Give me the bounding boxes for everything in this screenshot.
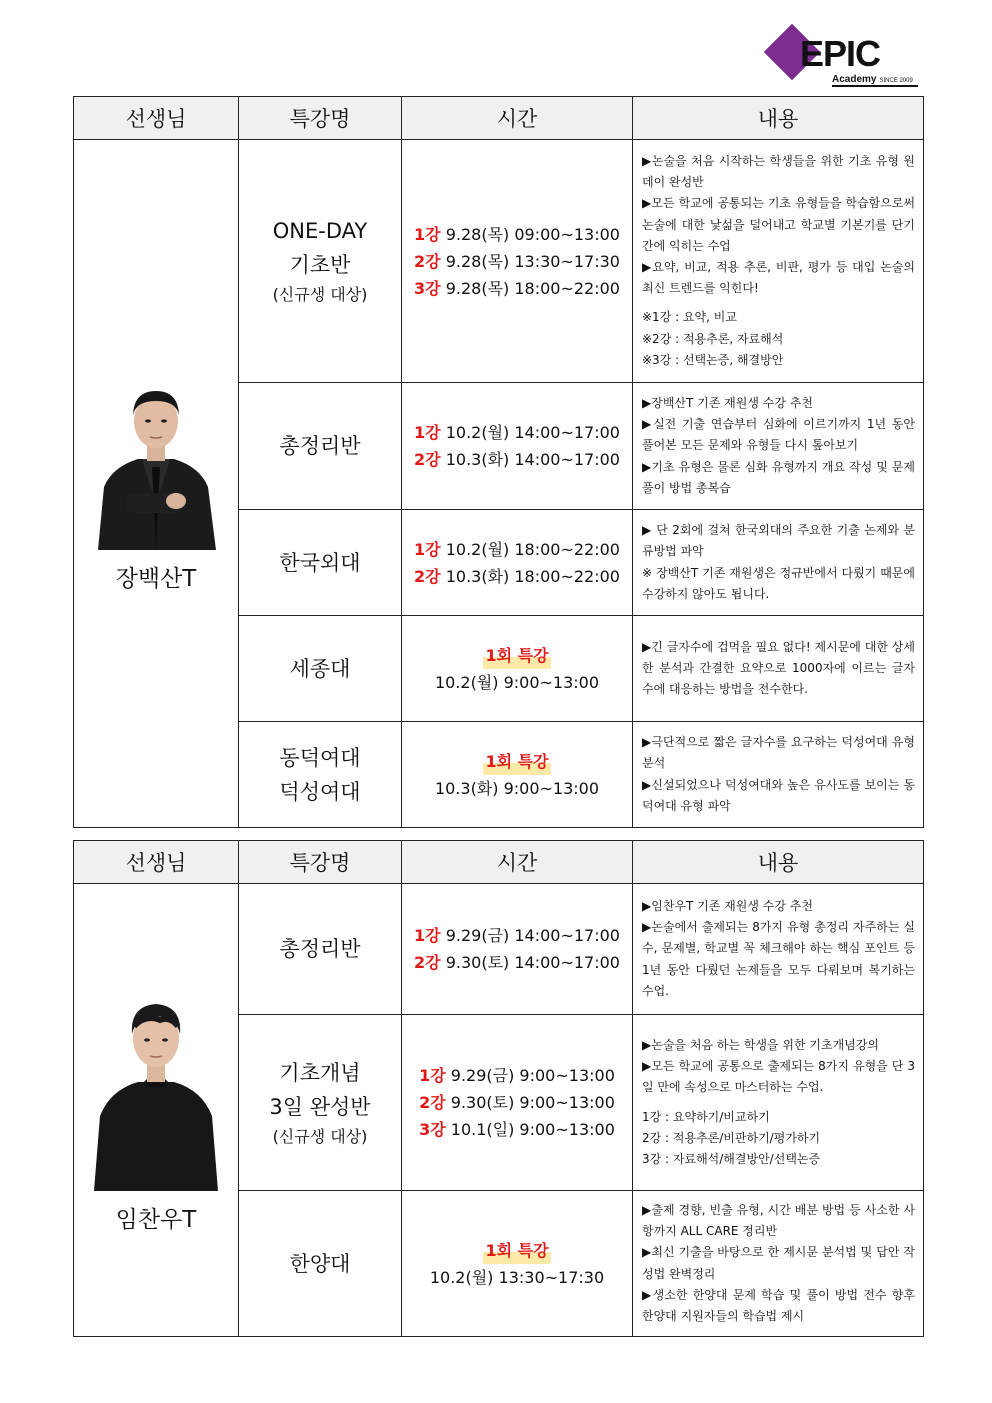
session-time: 2강 10.3(화) 14:00~17:00: [414, 450, 620, 469]
table-row: [74, 140, 924, 383]
teacher-name: 장백산T: [115, 565, 197, 592]
time-cell: [402, 383, 633, 510]
teacher-photo-jang: [90, 375, 222, 550]
course-name: 총정리반: [279, 937, 361, 961]
header-content: 내용: [633, 97, 924, 140]
description-cell: [633, 884, 924, 1015]
teacher-name: 임찬우T: [115, 1207, 197, 1233]
description-line: ▶긴 글자수에 겁먹을 필요 없다! 제시문에 대한 상세한 분석과 간결한 요약으로 1000자에 이르는 글자 수에 대응하는 방법을 전수한다.: [642, 639, 915, 697]
description-line: ▶요약, 비교, 적용 추론, 비판, 평가 등 대입 논술의 최신 트렌드를 익힌다!: [642, 260, 915, 296]
description-line: ▶신설되었으나 덕성여대와 높은 유사도를 보이는 동덕여대 유형 파악: [642, 777, 915, 813]
description-cell: [633, 510, 924, 616]
session-note: 2강 : 적용추론/비판하기/평가하기: [642, 1130, 821, 1145]
description-line: ▶장백산T 기존 재원생 수강 추천: [642, 395, 813, 410]
header-time: 시간: [402, 97, 633, 140]
description-cell: [633, 722, 924, 828]
description-line: ▶ 단 2회에 걸쳐 한국외대의 주요한 기출 논제와 분류방법 파악: [642, 523, 915, 559]
logo-subtitle: Academy SINCE 2009: [832, 74, 913, 85]
course-name: 한국외대: [279, 550, 361, 575]
header-course: 특강명: [239, 97, 402, 140]
description-line: ▶기초 유형은 물론 심화 유형까지 개요 작성 및 문제 풀이 방법 총복습: [642, 459, 915, 495]
header-teacher: 선생님: [74, 841, 239, 884]
time-cell: [402, 1191, 633, 1337]
logo-brand: EPIC: [800, 33, 881, 74]
header-teacher: 선생님: [74, 97, 239, 140]
teacher-photo-lim: [90, 986, 222, 1191]
epic-academy-logo: [770, 30, 920, 90]
description-cell: [633, 383, 924, 510]
time-cell: [402, 140, 633, 383]
description-line: ▶임찬우T 기존 재원생 수강 추천: [642, 898, 813, 913]
description-cell: [633, 140, 924, 383]
description-line: ▶논술을 처음 시작하는 학생들을 위한 기초 유형 원데이 완성반: [642, 153, 915, 190]
course-name: 세종대: [289, 656, 351, 681]
time-cell: [402, 722, 633, 828]
time-cell: [402, 1015, 633, 1191]
course-cell: [239, 383, 402, 510]
session-note: ※1강 : 요약, 비교: [642, 310, 737, 325]
course-name: 총정리반: [279, 434, 361, 458]
description-line: ※ 장백산T 기존 재원생은 정규반에서 다뤘기 때문에 수강하지 않아도 됩니다.: [642, 565, 915, 601]
header-time: 시간: [402, 841, 633, 884]
description-line: ▶모든 학교에 공통되는 기초 유형들을 학습함으로써 논술에 대한 낯섦을 덜어내고 학교별 기본기를 단기간에 익히는 수업: [642, 196, 915, 253]
course-name: ONE-DAY: [272, 219, 368, 243]
time-cell: [402, 616, 633, 722]
description-cell: [633, 1015, 924, 1191]
time-cell: [402, 510, 633, 616]
description-line: ▶최신 기출을 바탕으로 한 제시문 분석법 및 답안 작성법 완벽정리: [642, 1245, 915, 1281]
course-name: 3일 완성반: [269, 1094, 371, 1119]
session-time: 2강 10.3(화) 18:00~22:00: [414, 566, 620, 586]
session-time: 10.2(월) 13:30~17:30: [429, 1267, 605, 1287]
schedule-table-jang: [73, 96, 924, 828]
course-cell: [239, 722, 402, 828]
session-note: 3강 : 자료해석/해결방안/선택논증: [642, 1151, 821, 1166]
course-target: (신규생 대상): [272, 285, 368, 304]
session-time: 10.2(월) 9:00~13:00: [434, 672, 600, 692]
course-name: 기초반: [289, 253, 351, 277]
course-name: 기초개념: [279, 1060, 361, 1085]
session-note: ※2강 : 적용추론, 자료해석: [642, 331, 784, 346]
description-line: ▶출제 경향, 빈출 유형, 시간 배분 방법 등 사소한 사항까지 ALL CARE 정리반: [642, 1202, 915, 1239]
session-time: 1강 10.2(월) 14:00~17:00: [414, 423, 620, 442]
course-cell: [239, 1015, 402, 1191]
course-cell: [239, 140, 402, 383]
table-row: [74, 884, 924, 1015]
description-line: ▶실전 기출 연습부터 심화에 이르기까지 1년 동안 풀어본 모든 문제와 유형들 다시 톺아보기: [642, 417, 915, 453]
description-line: ▶논술에서 출제되는 8가지 유형 총정리 자주하는 실수, 문제별, 학교별 꼭 체크해야 하는 핵심 포인트 등 1년 동안 다뤘던 논제들을 모두 다뤄보며 복기하는 수업.: [642, 920, 915, 998]
session-time: 2강 9.30(토) 14:00~17:00: [414, 953, 620, 972]
description-line: ▶모든 학교에 공통으로 출제되는 8가지 유형을 단 3일 만에 속성으로 마스터하는 수업.: [642, 1059, 915, 1095]
description-line: ▶논술을 처음 하는 학생을 위한 기초개념강의: [642, 1037, 879, 1052]
session-time: 1강 10.2(월) 18:00~22:00: [414, 539, 620, 559]
description-cell: [633, 1191, 924, 1337]
course-cell: [239, 1191, 402, 1337]
course-cell: [239, 510, 402, 616]
course-cell: [239, 616, 402, 722]
course-name: 동덕여대: [279, 745, 361, 770]
session-time: 1강 9.29(금) 9:00~13:00: [419, 1066, 615, 1085]
session-time: 2강 9.28(목) 13:30~17:30: [414, 251, 620, 271]
special-lecture-badge: 1회 특강: [483, 748, 550, 775]
description-line: ▶생소한 한양대 문제 학습 및 풀이 방법 전수 향후 한양대 지원자들의 학습법 제시: [642, 1287, 915, 1323]
header-content: 내용: [633, 841, 924, 884]
header-row: [74, 97, 924, 140]
course-cell: [239, 884, 402, 1015]
session-time: 1강 9.29(금) 14:00~17:00: [414, 926, 620, 945]
time-cell: [402, 884, 633, 1015]
session-time: 2강 9.30(토) 9:00~13:00: [419, 1093, 615, 1112]
session-note: ※3강 : 선택논증, 해결방안: [642, 352, 784, 367]
header-row: [74, 841, 924, 884]
session-time: 1강 9.28(목) 09:00~13:00: [414, 224, 620, 244]
special-lecture-badge: 1회 특강: [483, 1237, 550, 1264]
session-time: 3강 9.28(목) 18:00~22:00: [414, 278, 620, 298]
teacher-cell: [74, 140, 239, 828]
course-name: 덕성여대: [279, 779, 361, 804]
session-time: 3강 10.1(일) 9:00~13:00: [419, 1120, 615, 1139]
course-name: 한양대: [289, 1251, 351, 1276]
logo-underline: [832, 85, 918, 87]
header-course: 특강명: [239, 841, 402, 884]
course-target: (신규생 대상): [272, 1126, 368, 1146]
description-cell: [633, 616, 924, 722]
session-time: 10.3(화) 9:00~13:00: [434, 778, 600, 798]
special-lecture-badge: 1회 특강: [483, 642, 550, 669]
schedule-table-lim: [73, 840, 924, 1337]
teacher-cell: [74, 884, 239, 1337]
description-line: ▶극단적으로 짧은 글자수를 요구하는 덕성여대 유형 분석: [642, 735, 915, 771]
session-note: 1강 : 요약하기/비교하기: [642, 1109, 770, 1124]
